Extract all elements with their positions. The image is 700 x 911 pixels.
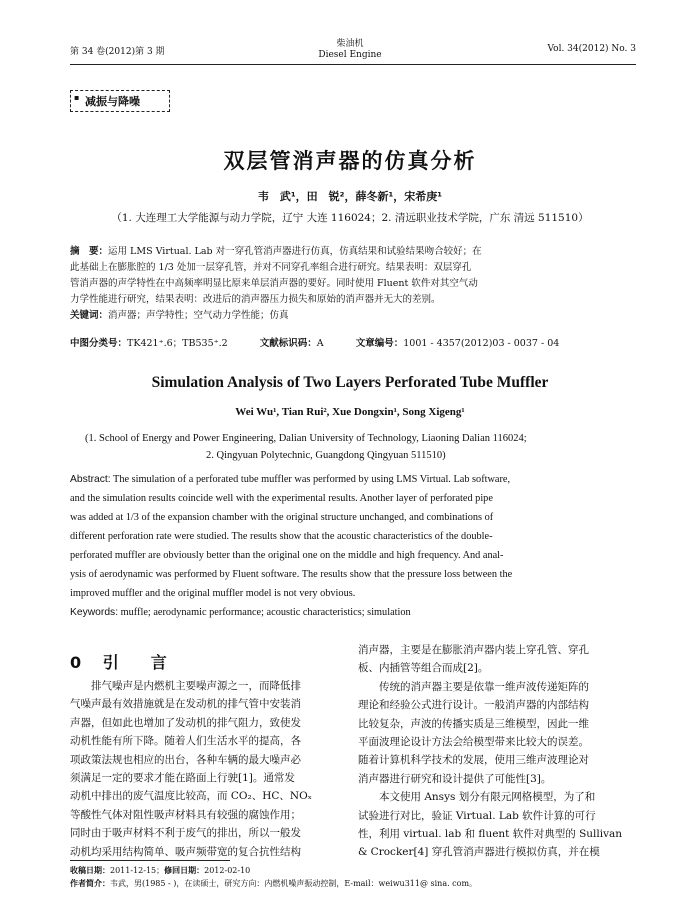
- en-keywords: muffle; aerodynamic performance; acoustic characteristics; simulation: [118, 607, 411, 618]
- header-rule: [70, 64, 636, 65]
- en-title: Simulation Analysis of Two Layers Perforated Tube Muffler: [151, 374, 549, 391]
- body-line: 平面波理论设计方法会给模型带来比较大的误差。: [358, 736, 589, 749]
- cn-abstract-line: 运用 LMS Virtual. Lab 对一穿孔管消声器进行仿真，仿真结果和试验结果吻合较好；在: [108, 246, 482, 257]
- bio-label: 作者简介：: [70, 879, 110, 888]
- en-abstract-line: was added at 1/3 of the expansion chamber with the original structure unchanged, and combinations of: [70, 512, 494, 523]
- cn-abstract-line: 力学性能进行研究，结果表明：改进后的消声器压力损失和原始的消声器并无大的差别。: [70, 294, 441, 305]
- cn-title: 双层管消声器的仿真分析: [223, 149, 477, 173]
- body-line: 同时由于吸声材料不利于废气的排出，所以一般发: [70, 827, 301, 840]
- body-line: 理论和经验公式进行设计。一般消声器的内部结构: [358, 699, 589, 712]
- body-line: 声器，但如此也增加了发动机的排气阻力，致使发: [70, 716, 301, 729]
- cn-classification-row: [70, 335, 559, 349]
- body-left-column: [70, 677, 342, 861]
- en-abstract-line: different perforation rate were studied. The results show that the acoustic characteristics of the double-: [70, 531, 493, 542]
- bio-text: 韦武，男(1985 - )，在读硕士，研究方向：内燃机噪声振动控制，E-mail：weiwu311@ sina. com。: [110, 879, 478, 888]
- article-number-label: 文章编号：: [355, 338, 404, 349]
- doc-code-label: 文献标识码：: [259, 338, 317, 349]
- body-line: 消声器进行研究和设计提供了可能性[3]。: [358, 772, 552, 785]
- body-line: 气噪声最有效措施就是在发动机的排气管中安装消: [70, 698, 301, 711]
- body-line: 动机性能有所下降。随着人们生活水平的提高，各: [70, 735, 301, 748]
- body-line: 消声器，主要是在膨胀消声器内装上穿孔管、穿孔: [358, 644, 589, 656]
- revised-label: 修回日期：: [164, 866, 205, 875]
- cn-affiliations: （1. 大连理工大学能源与动力学院，辽宁 大连 116024；2. 清远职业技术学院，广东 清远 511510）: [111, 212, 589, 224]
- article-number-value: 1001 - 4357(2012)03 - 0037 - 04: [403, 338, 560, 349]
- body-line: 比较复杂，声波的传播实质是三维模型，因此一维: [358, 717, 589, 730]
- tag-corner-mark: ▪: [74, 93, 80, 102]
- running-header-left: 第 34 卷(2012)第 3 期: [70, 47, 165, 57]
- body-line: 板、内插管等组合而成[2]。: [358, 662, 489, 675]
- footnote-rule: [70, 860, 230, 861]
- cn-abstract-line: 管消声器的声学特性在中高频率明显比原来单层消声器的要好。同时使用 Fluent 软件对其空气动: [70, 278, 478, 289]
- cn-abstract-line: 此基础上在膨胀腔的 1/3 处加一层穿孔管，并对不同穿孔率组合进行研究。结果表明：双层穿孔: [70, 262, 472, 273]
- en-abstract-line: and the simulation results coincide well with the experimental results. Another layer of perforated pipe: [70, 493, 493, 504]
- en-abstract: [70, 470, 636, 622]
- clc-value: TK421⁺.6；TB535⁺.2: [127, 338, 228, 349]
- running-header-right: Vol. 34(2012) No. 3: [547, 44, 636, 54]
- section-heading: [70, 650, 175, 673]
- cn-abstract: [70, 244, 636, 324]
- cn-abstract-label: 摘 要：: [70, 246, 109, 257]
- body-line: 试验进行对比，验证 Virtual. Lab 软件计算的可行: [358, 809, 596, 822]
- running-header-journal-cn: 柴油机: [336, 39, 364, 49]
- received-label: 收稿日期：: [70, 866, 110, 875]
- received-date: 2011-12-15；: [110, 866, 165, 875]
- en-abstract-line: perforated muffler are obviously better than the original one on the middle and high frequency. And anal-: [70, 550, 504, 561]
- section-number: 0: [70, 653, 90, 672]
- body-line: 项政策法规也相应的出台，各种车辆的最大噪声必: [70, 753, 301, 766]
- body-line: 动机中排出的废气温度比较高，而 CO₂、HC、NOₓ: [70, 790, 313, 803]
- en-abstract-line: The simulation of a perforated tube muffler was performed by using LMS Virtual. Lab software,: [110, 474, 511, 485]
- revised-date: 2012-02-10: [204, 866, 251, 875]
- body-line: 性，利用 virtual. lab 和 fluent 软件对典型的 Sullivan: [358, 828, 623, 841]
- body-line: 等酸性气体对阻性吸声材料具有较强的腐蚀作用；: [70, 808, 301, 821]
- running-header-journal-en: Diesel Engine: [318, 50, 382, 60]
- en-abstract-line: improved muffler and the original muffler model is not very obvious.: [70, 588, 356, 599]
- footnote-author-bio: [70, 878, 477, 890]
- body-line: 动机均采用结构简单、吸声频带宽的复合抗性结构: [70, 845, 301, 858]
- en-authors: Wei Wu¹, Tian Rui², Xue Dongxin¹, Song Xigeng¹: [235, 406, 465, 418]
- body-line: 随着计算机科学技术的发展，使用三维声波理论对: [358, 754, 589, 767]
- cn-authors: 韦 武¹，田 锐²，薛冬新¹，宋希庚¹: [257, 190, 443, 203]
- en-abstract-line: ysis of aerodynamic was performed by Fluent software. The results show that the pressure loss between the: [70, 569, 513, 580]
- cn-keywords-label: 关键词：: [70, 310, 109, 321]
- clc-label: 中图分类号：: [70, 338, 128, 349]
- body-line: 排气噪声是内燃机主要噪声源之一，而降低排: [91, 680, 301, 692]
- cn-keywords: 消声器；声学特性；空气动力学性能；仿真: [108, 310, 289, 321]
- footnote-dates: [70, 865, 250, 877]
- en-abstract-label: Abstract:: [70, 474, 111, 485]
- section-tag: [70, 90, 170, 112]
- doc-code-value: A: [316, 338, 324, 349]
- body-right-column: [358, 641, 636, 862]
- en-keywords-label: Keywords:: [70, 607, 119, 618]
- section-title: 引 言: [102, 653, 175, 672]
- body-line: 传统的消声器主要是依靠一维声波传递矩阵的: [379, 680, 589, 693]
- en-affiliation-line-2: 2. Qingyuan Polytechnic, Guangdong Qingyuan 511510): [206, 450, 446, 461]
- body-line: & Crocker[4] 穿孔管消声器进行模拟仿真，并在模: [358, 846, 600, 859]
- body-line: 须满足一定的要求才能在路面上行驶[1]。通常发: [70, 772, 295, 785]
- body-line: 本文使用 Ansys 划分有限元网格模型，为了和: [379, 791, 596, 804]
- section-tag-label: 减振与降噪: [85, 95, 140, 108]
- en-affiliation-line-1: (1. School of Energy and Power Engineering, Dalian University of Technology, Liaoning Dalian 116024;: [85, 433, 527, 444]
